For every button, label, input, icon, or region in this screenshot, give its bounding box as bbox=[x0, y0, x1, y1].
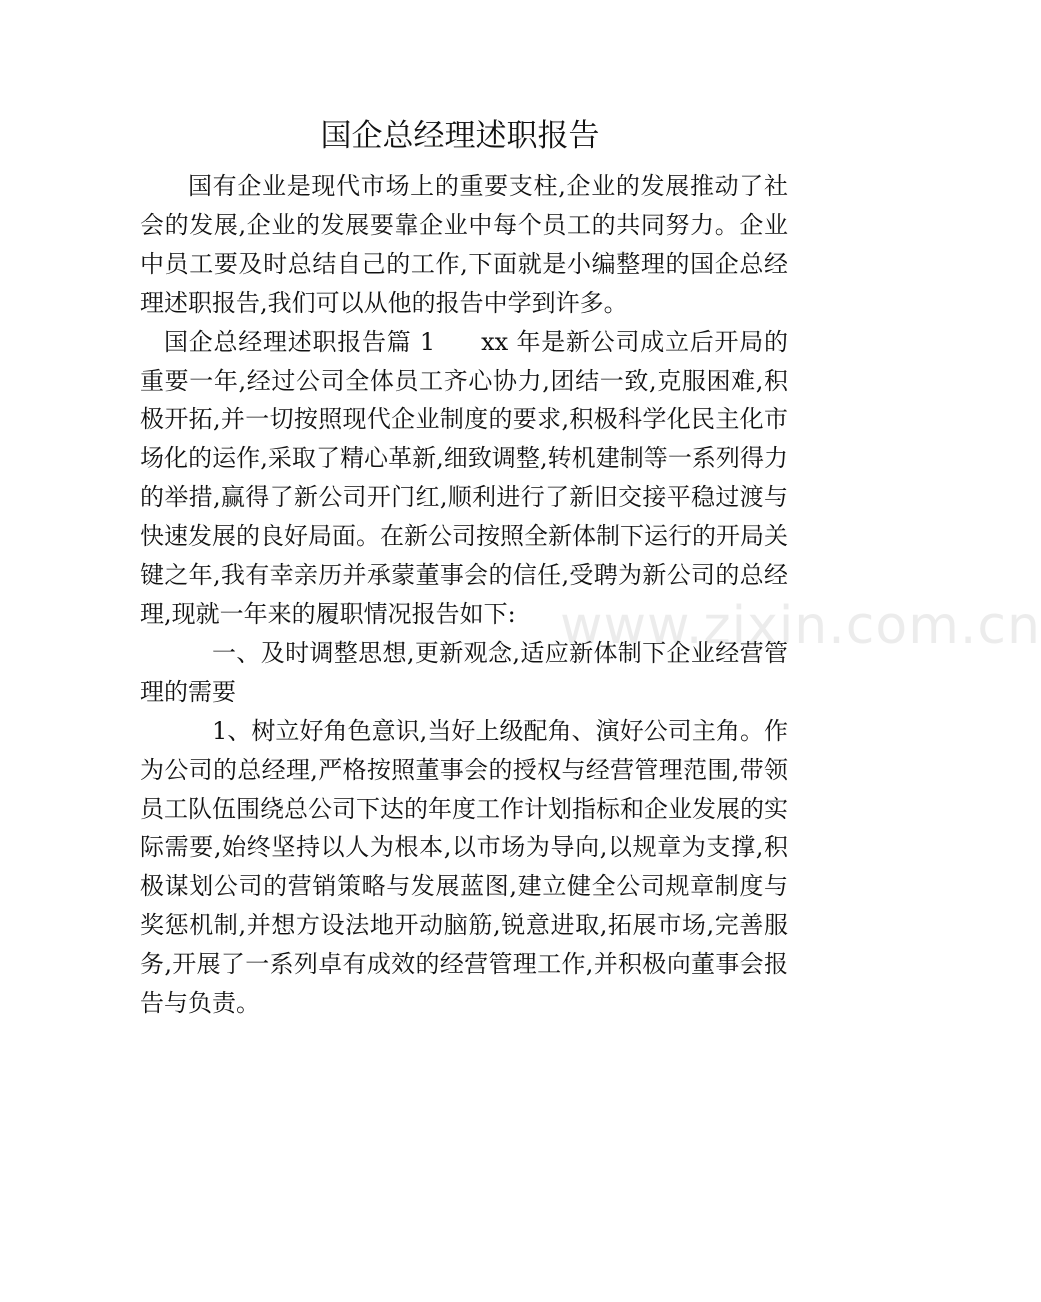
section-heading: 国企总经理述职报告篇 1 bbox=[164, 327, 436, 356]
section-body: xx 年是新公司成立后开局的重要一年,经过公司全体员工齐心协力,团结一致,克服困难,积极开拓,并一切按照现代企业制度的要求,积极科学化民主化市场化的运作,采取了精心革新,细致调整,转机建制等一系列得力的举措,赢得了新公司开门红,顺利进行了新旧交接平稳过渡与快速发展的良好局面。在新公司按照全新体制下运行的开局关键之年,我有幸亲历并承蒙董事会的信任,受聘为新公司的总经理,现就一年来的履职情况报告如下: bbox=[140, 327, 788, 628]
item-one-paragraph: 1、树立好角色意识,当好上级配角、演好公司主角。作为公司的总经理,严格按照董事会的授权与经营管理范围,带领员工队伍围绕总公司下达的年度工作计划指标和企业发展的实际需要,始终坚持以人为根本,以市场为导向,以规章为支撑,积极谋划公司的营销策略与发展蓝图,建立健全公司规章制度与奖惩机制,并想方设法地开动脑筋,锐意进取,拓展市场,完善服务,开展了一系列卓有成效的经营管理工作,并积极向董事会报告与负责。 bbox=[140, 716, 788, 1018]
document-title: 国企总经理述职报告 bbox=[320, 118, 600, 154]
intro-paragraph: 国有企业是现代市场上的重要支柱,企业的发展推动了社会的发展,企业的发展要靠企业中每个员工的共同努力。企业中员工要及时总结自己的工作,下面就是小编整理的国企总经理述职报告,我们可以从他的报告中学到许多。 bbox=[140, 172, 788, 317]
point-one-heading: 一、及时调整思想,更新观念,适应新体制下企业经营管理的需要 bbox=[140, 638, 788, 706]
section-paragraph bbox=[140, 323, 788, 634]
document-body bbox=[140, 167, 788, 1023]
watermark: www.zixin.com.cn bbox=[560, 596, 1041, 656]
